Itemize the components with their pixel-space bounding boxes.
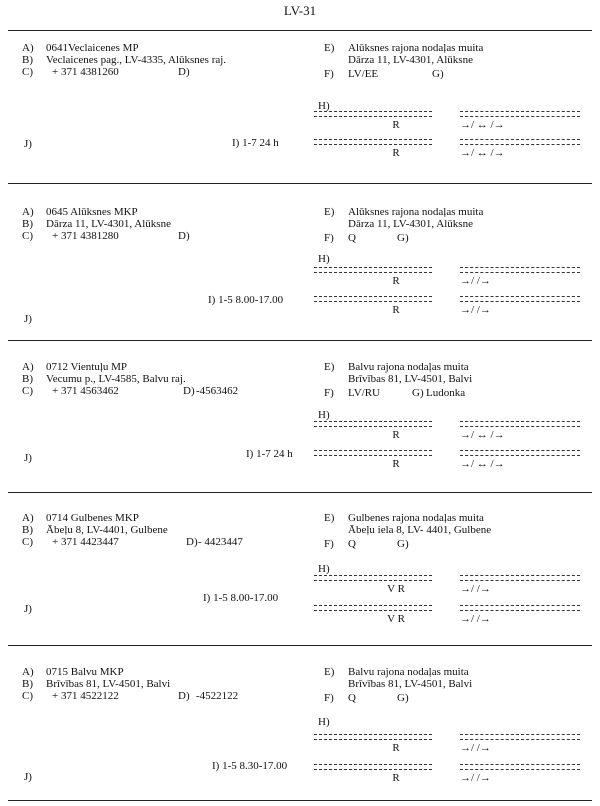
label-h: H) (318, 716, 330, 728)
block-separator (8, 340, 592, 341)
label-c: C) (22, 690, 33, 702)
entry-e-address: Brīvības 81, LV-4501, Balvi (348, 678, 473, 690)
label-f: F) (324, 692, 334, 704)
label-j: J) (24, 603, 32, 615)
label-a: A) (22, 512, 34, 524)
entry-e-office: Balvu rajona nodaļas muita (348, 666, 469, 678)
entry-d-fax: -4522122 (196, 690, 239, 702)
double-line-left (314, 296, 432, 302)
row1-mid: R (392, 275, 400, 287)
double-line-left (314, 111, 432, 117)
entry-c-phone: + 371 4563462 (52, 385, 119, 397)
double-line-left (314, 139, 432, 145)
row2-mid: R (392, 772, 400, 784)
entry-e-office: Gulbenes rajona nodaļas muita (348, 512, 484, 524)
label-h: H) (318, 253, 330, 265)
double-line-left (314, 575, 432, 581)
label-d: D) (186, 536, 198, 548)
row2-direction: →/ /→ (460, 304, 491, 316)
label-b: B) (22, 373, 33, 385)
row1-direction: →/ ↔ /→ (460, 429, 505, 441)
double-line-right (460, 421, 580, 427)
double-line-right (460, 296, 580, 302)
entry-a-name: 0645 Alūksnes MKP (46, 206, 138, 218)
label-a: A) (22, 42, 34, 54)
entry-d-fax: -4563462 (196, 385, 239, 397)
label-a: A) (22, 361, 34, 373)
label-h: H) (318, 100, 330, 112)
label-e: E) (324, 42, 335, 54)
row1-direction: →/ /→ (460, 583, 491, 595)
entry-e-address: Ābeļu iela 8, LV- 4401, Gulbene (348, 524, 492, 536)
row2-mid: R (392, 458, 400, 470)
row2-mid: R (392, 304, 400, 316)
double-line-left (314, 605, 432, 611)
double-line-left (314, 764, 432, 770)
row2-mid: R (392, 147, 400, 159)
entry-b-address: Ābeļu 8, LV-4401, Gulbene (46, 524, 168, 536)
label-b: B) (22, 54, 33, 66)
entry-b-address: Dārza 11, LV-4301, Alūksne (46, 218, 171, 230)
label-j: J) (24, 771, 32, 783)
block-separator (8, 30, 592, 31)
label-h: H) (318, 409, 330, 421)
bottom-rule (8, 800, 592, 801)
label-d: D) (183, 385, 195, 397)
label-f: F) (324, 232, 334, 244)
row1-direction: →/ /→ (460, 742, 491, 754)
row2-direction: →/ ↔ /→ (460, 147, 505, 159)
entry-c-phone: + 371 4522122 (52, 690, 119, 702)
row1-mid: R (392, 119, 400, 131)
row1-mid: R (392, 742, 400, 754)
entry-e-address: Dārza 11, LV-4301, Alūksne (348, 54, 473, 66)
entry-f-code: Q (348, 538, 356, 550)
label-c: C) (22, 230, 33, 242)
entry-a-name: 0712 Vientuļu MP (46, 361, 128, 373)
row2-direction: →/ /→ (460, 772, 491, 784)
row2-direction: →/ /→ (460, 613, 491, 625)
entry-g-value: Ludonka (426, 387, 466, 399)
entry-e-address: Brīvības 81, LV-4501, Balvi (348, 373, 473, 385)
double-line-left (314, 450, 432, 456)
label-g: G) (397, 692, 409, 704)
entry-a-name: 0714 Gulbenes MKP (46, 512, 139, 524)
label-f: F) (324, 387, 334, 399)
entry-d-fax: - 4423447 (198, 536, 243, 548)
label-g: G) (412, 387, 424, 399)
entry-b-address: Veclaicenes pag., LV-4335, Alūksnes raj. (46, 54, 227, 66)
label-j: J) (24, 313, 32, 325)
label-g: G) (397, 538, 409, 550)
label-g: G) (397, 232, 409, 244)
double-line-right (460, 575, 580, 581)
label-a: A) (22, 666, 34, 678)
entry-a-name: 0641Veclaicenes MP (46, 42, 139, 54)
label-a: A) (22, 206, 34, 218)
label-e: E) (324, 666, 335, 678)
entry-i-hours: I) 1-5 8.00-17.00 (203, 592, 279, 604)
double-line-right (460, 764, 580, 770)
entry-b-address: Vecumu p., LV-4585, Balvu raj. (46, 373, 186, 385)
label-c: C) (22, 536, 33, 548)
label-c: C) (22, 385, 33, 397)
double-line-right (460, 450, 580, 456)
label-b: B) (22, 218, 33, 230)
row1-direction: →/ /→ (460, 275, 491, 287)
block-separator (8, 183, 592, 184)
entry-f-code: Q (348, 692, 356, 704)
label-h: H) (318, 563, 330, 575)
entry-e-office: Alūksnes rajona nodaļas muita (348, 206, 484, 218)
label-j: J) (24, 138, 32, 150)
double-line-right (460, 734, 580, 740)
row2-mid: V R (387, 613, 405, 625)
block-separator (8, 492, 592, 493)
double-line-left (314, 267, 432, 273)
entry-c-phone: + 371 4381260 (52, 66, 119, 78)
block-separator (8, 645, 592, 646)
label-g: G) (432, 68, 444, 80)
double-line-right (460, 111, 580, 117)
entry-e-office: Balvu rajona nodaļas muita (348, 361, 469, 373)
entry-f-code: LV/EE (348, 68, 379, 80)
label-e: E) (324, 361, 335, 373)
row1-direction: →/ ↔ /→ (460, 119, 505, 131)
label-b: B) (22, 524, 33, 536)
entry-c-phone: + 371 4381280 (52, 230, 119, 242)
label-j: J) (24, 452, 32, 464)
entry-e-office: Alūksnes rajona nodaļas muita (348, 42, 484, 54)
label-f: F) (324, 538, 334, 550)
label-d: D) (178, 230, 190, 242)
label-c: C) (22, 66, 33, 78)
double-line-left (314, 421, 432, 427)
row1-mid: V R (387, 583, 405, 595)
row1-mid: R (392, 429, 400, 441)
label-e: E) (324, 512, 335, 524)
page-title: LV-31 (283, 3, 317, 18)
entry-i-hours: I) 1-7 24 h (246, 448, 293, 460)
entry-b-address: Brīvības 81, LV-4501, Balvi (46, 678, 171, 690)
entry-i-hours: I) 1-5 8.30-17.00 (212, 760, 288, 772)
label-e: E) (324, 206, 335, 218)
label-f: F) (324, 68, 334, 80)
label-b: B) (22, 678, 33, 690)
entry-f-code: Q (348, 232, 356, 244)
label-d: D) (178, 690, 190, 702)
entry-e-address: Dārza 11, LV-4301, Alūksne (348, 218, 473, 230)
entry-a-name: 0715 Balvu MKP (46, 666, 124, 678)
double-line-right (460, 139, 580, 145)
double-line-right (460, 605, 580, 611)
label-d: D) (178, 66, 190, 78)
entry-f-code: LV/RU (348, 387, 380, 399)
row2-direction: →/ ↔ /→ (460, 458, 505, 470)
double-line-right (460, 267, 580, 273)
entry-i-hours: I) 1-5 8.00-17.00 (208, 294, 284, 306)
entry-c-phone: + 371 4423447 (52, 536, 119, 548)
double-line-left (314, 734, 432, 740)
entry-i-hours: I) 1-7 24 h (232, 137, 279, 149)
